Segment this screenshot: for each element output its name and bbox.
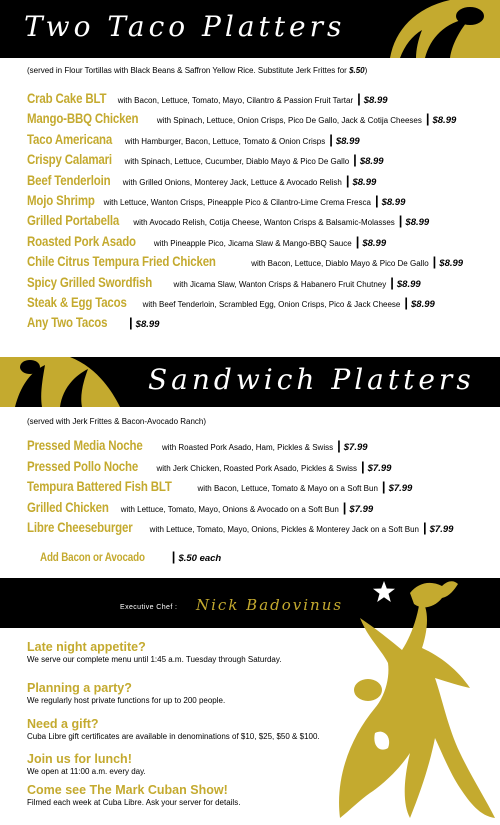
price-separator: | xyxy=(423,520,427,536)
item-description: with Roasted Pork Asado, Ham, Pickles & Swiss xyxy=(161,443,334,452)
item-price: $7.99 xyxy=(429,524,454,536)
item-description: with Avocado Relish, Cotija Cheese, Wanton Crisps & Balsamic-Molasses xyxy=(133,218,395,228)
item-description: with Jerk Chicken, Roasted Pork Asado, Pickles & Swiss xyxy=(156,463,357,473)
item-name: Mojo Shrimp xyxy=(27,192,95,208)
footer-text: We serve our complete menu until 1:45 a.m. Tuesday through Saturday. xyxy=(27,655,282,664)
price-separator: | xyxy=(381,479,386,495)
footer-text: We open at 11:00 a.m. every day. xyxy=(27,767,146,776)
menu-item xyxy=(27,212,429,231)
item-description: with Spinach, Lettuce, Onion Crisps, Pico De Gallo, Jack & Cotija Cheeses xyxy=(156,116,422,126)
item-price: $8.99 xyxy=(432,115,457,127)
price-separator: | xyxy=(398,213,403,229)
item-name: Roasted Pork Asado xyxy=(27,232,136,249)
footer-text: Filmed each week at Cuba Libre. Ask your server for details. xyxy=(27,798,241,807)
dancer-illustration-icon xyxy=(370,0,500,58)
price-separator: | xyxy=(345,172,350,188)
item-name: Pressed Media Noche xyxy=(27,437,143,453)
price-separator: | xyxy=(329,131,333,147)
addon-item: Add Bacon or Avocado | $.50 each xyxy=(40,549,222,564)
dancer-illustration-icon xyxy=(0,357,140,407)
menu-item xyxy=(27,519,453,538)
menu-item xyxy=(27,233,386,252)
item-description: with Jicama Slaw, Wanton Crisps & Habanero Fruit Chutney xyxy=(173,279,387,289)
item-name: Grilled Chicken xyxy=(27,498,109,515)
item-price: $8.99 xyxy=(362,237,387,249)
price-separator: | xyxy=(390,274,394,290)
sandwich-note: (served with Jerk Frittes & Bacon-Avocado Ranch) xyxy=(27,417,207,426)
dancer-illustration-icon xyxy=(330,578,500,825)
menu-item xyxy=(27,499,373,518)
price-separator: | xyxy=(357,91,361,106)
price-separator: | xyxy=(342,499,347,515)
item-price: $8.99 xyxy=(396,278,421,290)
item-description: with Lettuce, Tomato, Mayo, Onions, Pickles & Monterey Jack on a Soft Bun xyxy=(149,525,419,535)
item-name: Libre Cheeseburger xyxy=(27,519,133,536)
item-description: with Pineapple Pico, Jicama Slaw & Mango-BBQ Sauce xyxy=(153,238,352,248)
item-price: $8.99 xyxy=(363,95,388,106)
item-price: $8.99 xyxy=(439,258,464,270)
item-price: $7.99 xyxy=(343,442,368,453)
menu-item xyxy=(27,437,368,456)
price-separator: | xyxy=(432,254,437,270)
footer-heading: Late night appetite? xyxy=(27,640,146,654)
footer-text: Cuba Libre gift certificates are available in denominations of $10, $25, $50 & $100. xyxy=(27,732,320,741)
footer-heading: Join us for lunch! xyxy=(27,752,132,766)
footer-text: We regularly host private functions for up to 200 people. xyxy=(27,696,226,705)
item-description: with Beef Tenderloin, Scrambled Egg, Onion Crisps, Pico & Jack Cheese xyxy=(142,300,401,309)
item-description: with Grilled Onions, Monterey Jack, Lettuce & Avocado Relish xyxy=(122,177,342,187)
footer-heading: Planning a party? xyxy=(27,681,132,695)
item-price: $8.99 xyxy=(411,299,435,310)
price-separator: | xyxy=(353,152,357,168)
price-separator: | xyxy=(361,458,365,474)
menu-item xyxy=(27,172,376,191)
item-price: $8.99 xyxy=(335,135,360,147)
chef-label: Executive Chef : xyxy=(120,604,178,611)
item-name: Any Two Tacos xyxy=(27,314,108,331)
item-name: Tempura Battered Fish BLT xyxy=(27,478,172,495)
menu-item xyxy=(27,478,412,497)
item-price: $8.99 xyxy=(352,176,377,188)
menu-item xyxy=(27,458,391,477)
item-price: $8.99 xyxy=(381,197,406,208)
item-name: Spicy Grilled Swordfish xyxy=(27,273,153,290)
price-separator: | xyxy=(404,295,409,310)
menu-item xyxy=(27,192,405,211)
item-price: $8.99 xyxy=(359,156,384,168)
sandwich-section-title: Sandwich Platters xyxy=(148,363,475,396)
item-name: Crab Cake BLT xyxy=(27,90,107,106)
item-description: with Hamburger, Bacon, Lettuce, Tomato & Onion Crisps xyxy=(124,136,326,146)
taco-header-band xyxy=(0,0,500,58)
taco-section-title: Two Taco Platters xyxy=(24,10,346,43)
item-name: Taco Americana xyxy=(27,130,113,147)
footer-heading: Need a gift? xyxy=(27,717,99,731)
item-description: with Lettuce, Wanton Crisps, Pineapple Pico & Cilantro-Lime Crema Fresca xyxy=(103,198,371,207)
menu-item xyxy=(27,151,384,170)
menu-item xyxy=(27,110,456,129)
menu-item xyxy=(27,90,388,109)
item-description: with Bacon, Lettuce, Tomato, Mayo, Cilantro & Passion Fruit Tartar xyxy=(117,96,354,105)
menu-item xyxy=(27,294,435,313)
price-separator: | xyxy=(129,315,133,331)
chef-name: Nick Badovinus xyxy=(196,596,344,614)
item-name: Beef Tenderloin xyxy=(27,171,111,188)
item-name: Steak & Egg Tacos xyxy=(27,294,127,310)
item-description: with Bacon, Lettuce, Diablo Mayo & Pico De Gallo xyxy=(251,259,429,269)
taco-note: (served in Flour Tortillas with Black Beans & Saffron Yellow Rice. Substitute Jerk Frittes for $.50) xyxy=(27,66,368,75)
item-name: Chile Citrus Tempura Fried Chicken xyxy=(27,253,216,270)
item-name: Mango-BBQ Chicken xyxy=(27,110,139,127)
item-price: $7.99 xyxy=(367,462,392,474)
item-name: Grilled Portabella xyxy=(27,212,120,229)
footer-heading: Come see The Mark Cuban Show! xyxy=(27,783,228,797)
item-name: Crispy Calamari xyxy=(27,151,112,168)
item-description: with Bacon, Lettuce, Tomato & Mayo on a Soft Bun xyxy=(197,484,378,494)
price-separator: | xyxy=(425,111,430,127)
menu-item xyxy=(27,314,159,333)
menu-item xyxy=(27,253,463,272)
item-description: with Lettuce, Tomato, Mayo, Onions & Avocado on a Soft Bun xyxy=(120,504,339,514)
item-price: $7.99 xyxy=(388,483,413,495)
price-separator: | xyxy=(355,233,360,249)
sandwich-header-band xyxy=(0,357,500,407)
item-name: Pressed Pollo Noche xyxy=(27,457,139,474)
menu-item xyxy=(27,274,421,293)
item-description: with Spinach, Lettuce, Cucumber, Diablo Mayo & Pico De Gallo xyxy=(124,157,350,167)
item-price: $7.99 xyxy=(349,503,374,515)
item-price: $8.99 xyxy=(135,319,160,331)
price-separator: | xyxy=(337,438,341,453)
menu-item xyxy=(27,131,360,150)
price-separator: | xyxy=(374,193,379,208)
star-icon xyxy=(372,580,396,604)
item-price: $8.99 xyxy=(405,217,430,229)
